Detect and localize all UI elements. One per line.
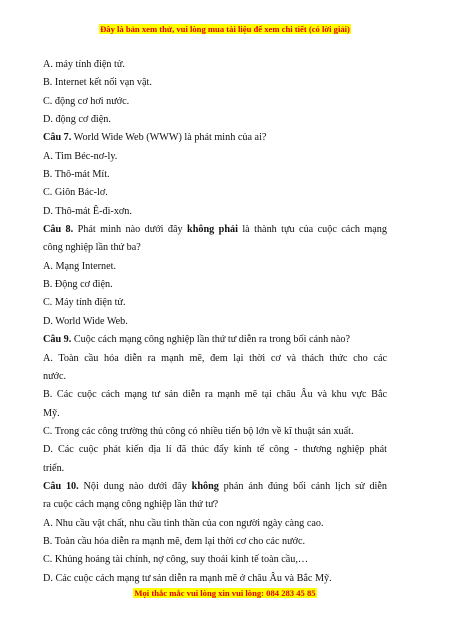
question-number: Câu 7.: [43, 132, 72, 144]
answer-option: B. Internet kết nối vạn vật.: [43, 77, 152, 89]
question-text: World Wide Web (WWW) là phát minh của ai?: [71, 132, 267, 144]
answer-option: D. Các cuộc phát kiến địa lí đã thúc đẩy kinh tế công - thương nghiệp phát: [43, 444, 387, 456]
question-text: phản ánh đúng bối cảnh lịch sử diễn: [218, 480, 387, 492]
answer-option: B. Toàn cầu hóa diễn ra mạnh mẽ, đem lại thời cơ cho các nước.: [43, 535, 306, 547]
question-number: Câu 8.: [43, 224, 74, 236]
question-9: [43, 331, 387, 349]
question-number: Câu 10.: [43, 480, 79, 492]
question-text: là thành tựu của cuộc cách mạng: [237, 224, 387, 236]
answer-option: D. Các cuộc cách mạng tư sản diễn ra mạnh mẽ ở châu Âu và Bắc Mỹ.: [43, 572, 332, 584]
question-text: Cuộc cách mạng công nghiệp lần thứ tư diễn ra trong bối cảnh nào?: [71, 334, 350, 346]
question-emphasis: không: [191, 480, 219, 492]
answer-option: C. động cơ hơi nước.: [43, 95, 130, 107]
preview-notice-text: Đây là bản xem thử, vui lòng mua tài liệu để xem chi tiết (có lời giải): [100, 24, 350, 34]
answer-option: B. Thô-mát Mít.: [43, 169, 110, 181]
answer-option-continued: nước.: [43, 370, 67, 382]
answer-option: D. Thô-mát Ê-đi-xơn.: [43, 205, 132, 217]
answer-option: A. Mạng Internet.: [43, 260, 116, 272]
question-8: [43, 221, 387, 239]
contact-notice-text: Mọi thắc mắc vui lòng xin vui lòng: 084 283 45 85: [134, 588, 316, 598]
preview-notice-banner: [0, 24, 450, 34]
answer-option: C. Máy tính điện tử.: [43, 297, 126, 309]
answer-option-continued: triển.: [43, 462, 65, 474]
question-content: [43, 56, 387, 588]
answer-option: C. Trong các công trường thủ công có nhiều tiến bộ lớn về kĩ thuật sản xuất.: [43, 425, 354, 437]
answer-option: A. Toàn cầu hóa diễn ra mạnh mẽ, đem lại thời cơ và thách thức cho các: [43, 352, 387, 364]
answer-option: A. Tim Béc-nơ-ly.: [43, 150, 118, 162]
answer-option-continued: Mỹ.: [43, 407, 60, 419]
question-text-continued: ra cuộc cách mạng công nghiệp lần thứ tư?: [43, 499, 219, 511]
question-number: Câu 9.: [43, 334, 72, 346]
question-text: Nội dung nào dưới đây: [78, 480, 192, 492]
contact-notice-banner: [0, 588, 450, 598]
answer-option: D. động cơ điện.: [43, 114, 111, 126]
question-text-continued: công nghiệp lần thứ ba?: [43, 242, 141, 254]
answer-option: B. Động cơ điện.: [43, 279, 113, 291]
answer-option: C. Giôn Bác-lơ.: [43, 187, 108, 199]
question-emphasis: không phải: [187, 224, 238, 236]
question-7: [43, 129, 387, 147]
answer-option: A. Nhu cầu vật chất, nhu cầu tinh thần của con người ngày càng cao.: [43, 517, 324, 529]
question-text: Phát minh nào dưới đây: [73, 224, 188, 236]
question-10: [43, 478, 387, 496]
answer-option: B. Các cuộc cách mạng tư sản diễn ra mạnh mẽ tại châu Âu và khu vực Bắc: [43, 389, 387, 401]
answer-option: C. Khủng hoảng tài chính, nợ công, suy thoái kinh tế toàn cầu,…: [43, 554, 309, 566]
answer-option: A. máy tính điện tử.: [43, 59, 125, 70]
answer-option: D. World Wide Web.: [43, 315, 128, 327]
